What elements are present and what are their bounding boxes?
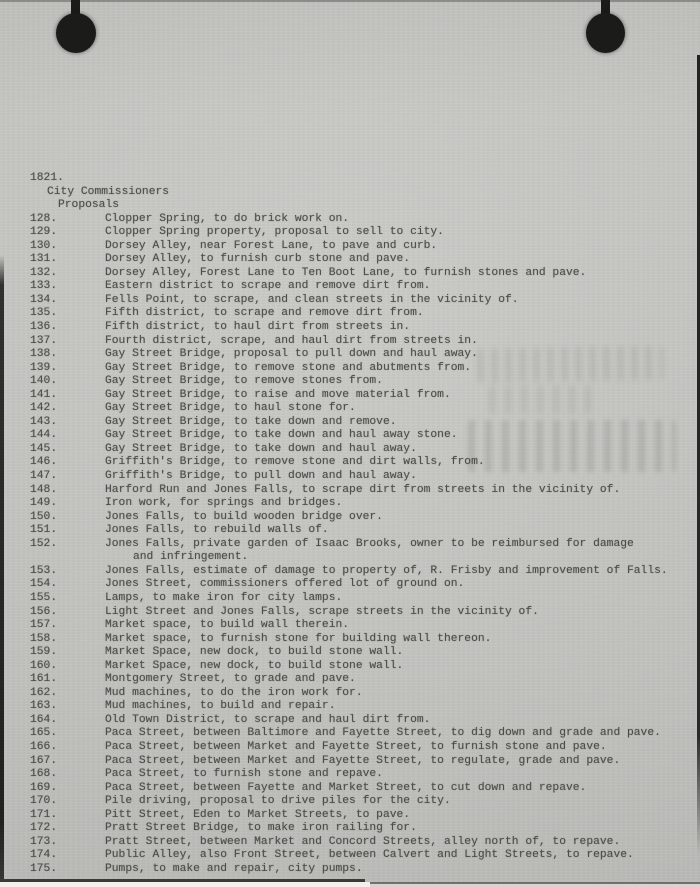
entry-number: 165. <box>30 727 58 740</box>
index-entry <box>0 240 700 254</box>
index-entry <box>0 782 700 796</box>
entry-text: Gay Street Bridge, to remove stones from. <box>105 375 383 388</box>
entry-number: 163. <box>30 700 58 713</box>
index-entry <box>0 768 700 782</box>
entry-number: 147. <box>30 470 58 483</box>
entry-number: 151. <box>30 524 58 537</box>
entry-number: 150. <box>30 510 58 523</box>
entry-text: and infringement. <box>133 551 249 564</box>
index-entry <box>0 267 700 281</box>
entry-number: 166. <box>30 740 58 753</box>
entry-text: Dorsey Alley, Forest Lane to Ten Boot Lane, to furnish stones and pave. <box>105 266 587 279</box>
entry-number: 139. <box>30 361 58 374</box>
entry-number: 149. <box>30 497 58 510</box>
entry-text: Mud machines, to build and repair. <box>105 700 336 713</box>
entry-text: Gay Street Bridge, to take down and haul away. <box>105 442 417 455</box>
entry-number: 155. <box>30 591 58 604</box>
subsection-heading: Proposals <box>58 199 120 212</box>
entry-number: 142. <box>30 402 58 415</box>
index-entry <box>0 849 700 863</box>
index-entry <box>0 646 700 660</box>
index-entry <box>0 511 700 525</box>
entry-number: 140. <box>30 375 58 388</box>
index-entry <box>0 389 700 403</box>
entry-text: Jones Street, commissioners offered lot of ground on. <box>105 578 465 591</box>
entry-text: Jones Falls, to build wooden bridge over. <box>105 510 383 523</box>
entry-number: 174. <box>30 849 58 862</box>
index-entry <box>0 226 700 240</box>
entry-text: Harford Run and Jones Falls, to scrape dirt from streets in the vicinity of. <box>105 483 621 496</box>
entry-text: Gay Street Bridge, to take down and haul away stone. <box>105 429 458 442</box>
index-entry <box>0 538 700 552</box>
entry-text: Pratt Street Bridge, to make iron railing for. <box>105 822 417 835</box>
index-entry <box>0 619 700 633</box>
entry-text: Pumps, to make and repair, city pumps. <box>105 862 363 875</box>
entry-number: 145. <box>30 442 58 455</box>
entry-number: 161. <box>30 673 58 686</box>
entry-text: Dorsey Alley, to furnish curb stone and pave. <box>105 253 411 266</box>
entry-text: Light Street and Jones Falls, scrape streets in the vicinity of. <box>105 605 539 618</box>
entry-text: Paca Street, between Market and Fayette Street, to furnish stone and pave. <box>105 740 607 753</box>
entry-number: 131. <box>30 253 58 266</box>
entry-number: 170. <box>30 795 58 808</box>
index-entry <box>0 592 700 606</box>
entry-text: Pratt Street, between Market and Concord Streets, alley north of, to repave. <box>105 835 621 848</box>
index-entry <box>0 565 700 579</box>
index-entry <box>0 755 700 769</box>
entries <box>0 213 700 877</box>
entry-text: Clopper Spring property, proposal to sell to city. <box>105 226 444 239</box>
typewritten-index <box>0 172 700 876</box>
entry-number: 154. <box>30 578 58 591</box>
scan-bottom-strip-left <box>0 882 370 887</box>
entry-text: Paca Street, to furnish stone and repave. <box>105 768 383 781</box>
entry-number: 141. <box>30 388 58 401</box>
binder-fastener-left <box>56 13 96 53</box>
entry-text: Gay Street Bridge, to remove stone and abutments from. <box>105 361 472 374</box>
index-entry <box>0 687 700 701</box>
entry-number: 173. <box>30 835 58 848</box>
entry-number: 143. <box>30 415 58 428</box>
entry-text: Clopper Spring, to do brick work on. <box>105 212 350 225</box>
entry-number: 175. <box>30 862 58 875</box>
entry-text: Mud machines, to do the iron work for. <box>105 686 363 699</box>
scan-top-edge <box>0 0 700 2</box>
entry-number: 159. <box>30 646 58 659</box>
entry-text: Iron work, for springs and bridges. <box>105 497 343 510</box>
entry-text: Jones Falls, to rebuild walls of. <box>105 524 329 537</box>
index-entry <box>0 633 700 647</box>
index-entry <box>0 863 700 877</box>
index-entry <box>0 660 700 674</box>
entry-text: Jones Falls, estimate of damage to property of, R. Frisby and improvement of Falls. <box>105 564 668 577</box>
entry-number: 135. <box>30 307 58 320</box>
entry-number: 160. <box>30 659 58 672</box>
entry-number: 144. <box>30 429 58 442</box>
entry-number: 132. <box>30 266 58 279</box>
entry-text: Fifth district, to scrape and remove dirt from. <box>105 307 424 320</box>
entry-number: 128. <box>30 212 58 225</box>
entry-text: Paca Street, between Baltimore and Fayette Street, to dig down and grade and pave. <box>105 727 661 740</box>
entry-number: 146. <box>30 456 58 469</box>
entry-text: Eastern district to scrape and remove dirt from. <box>105 280 431 293</box>
index-entry <box>0 294 700 308</box>
entry-text: Gay Street Bridge, to haul stone for. <box>105 402 356 415</box>
section-heading: City Commissioners <box>47 185 170 198</box>
entry-text: Fourth district, scrape, and haul dirt from streets in. <box>105 334 478 347</box>
entry-number: 156. <box>30 605 58 618</box>
index-entry <box>0 822 700 836</box>
entry-number: 130. <box>30 239 58 252</box>
entry-number: 164. <box>30 713 58 726</box>
index-entry <box>0 714 700 728</box>
entry-text: Paca Street, between Market and Fayette Street, to regulate, grade and pave. <box>105 754 621 767</box>
entry-text: Jones Falls, private garden of Isaac Brooks, owner to be reimbursed for damage <box>105 537 634 550</box>
index-entry <box>0 484 700 498</box>
year-heading: 1821. <box>30 172 64 184</box>
entry-text: Fells Point, to scrape, and clean streets in the vicinity of. <box>105 293 519 306</box>
index-entry <box>0 253 700 267</box>
entry-number: 153. <box>30 564 58 577</box>
entry-text: Gay Street Bridge, proposal to pull down and haul away. <box>105 348 478 361</box>
index-entry <box>0 741 700 755</box>
entry-number: 138. <box>30 348 58 361</box>
index-entry <box>0 836 700 850</box>
entry-number: 158. <box>30 632 58 645</box>
index-entry <box>0 673 700 687</box>
entry-number: 167. <box>30 754 58 767</box>
index-entry <box>0 416 700 430</box>
index-entry <box>0 307 700 321</box>
entry-number: 129. <box>30 226 58 239</box>
binder-fastener-right <box>586 13 625 53</box>
entry-number: 133. <box>30 280 58 293</box>
index-entry-continuation <box>0 551 700 565</box>
index-entry <box>0 606 700 620</box>
index-entry <box>0 497 700 511</box>
index-entry <box>0 213 700 227</box>
index-entry <box>0 727 700 741</box>
entry-text: Montgomery Street, to grade and pave. <box>105 673 356 686</box>
entry-number: 152. <box>30 537 58 550</box>
scan-left-edge <box>0 255 4 882</box>
entry-text: Paca Street, between Fayette and Market Street, to cut down and repave. <box>105 781 587 794</box>
entry-number: 134. <box>30 293 58 306</box>
entry-text: Public Alley, also Front Street, between Calvert and Light Streets, to repave. <box>105 849 634 862</box>
index-entry <box>0 280 700 294</box>
entry-text: Market space, to furnish stone for building wall thereon. <box>105 632 492 645</box>
index-entry <box>0 402 700 416</box>
entry-number: 169. <box>30 781 58 794</box>
entry-text: Griffith's Bridge, to pull down and haul away. <box>105 470 417 483</box>
entry-number: 162. <box>30 686 58 699</box>
entry-text: Gay Street Bridge, to take down and remove. <box>105 415 397 428</box>
entry-text: Dorsey Alley, near Forest Lane, to pave and curb. <box>105 239 438 252</box>
entry-text: Market Space, new dock, to build stone wall. <box>105 659 404 672</box>
entry-text: Griffith's Bridge, to remove stone and dirt walls, from. <box>105 456 485 469</box>
index-entry <box>0 362 700 376</box>
entry-number: 172. <box>30 822 58 835</box>
index-entry <box>0 524 700 538</box>
index-entry <box>0 321 700 335</box>
entry-number: 148. <box>30 483 58 496</box>
entry-text: Lamps, to make iron for city lamps. <box>105 591 343 604</box>
entry-text: Old Town District, to scrape and haul dirt from. <box>105 713 431 726</box>
index-entry <box>0 795 700 809</box>
entry-number: 171. <box>30 808 58 821</box>
index-entry <box>0 429 700 443</box>
entry-text: Market space, to build wall therein. <box>105 619 350 632</box>
entry-number: 137. <box>30 334 58 347</box>
index-entry <box>0 809 700 823</box>
index-entry <box>0 578 700 592</box>
index-entry <box>0 443 700 457</box>
index-entry <box>0 348 700 362</box>
entry-number: 136. <box>30 321 58 334</box>
entry-text: Pitt Street, Eden to Market Streets, to pave. <box>105 808 411 821</box>
entry-text: Market Space, new dock, to build stone wall. <box>105 646 404 659</box>
index-entry <box>0 456 700 470</box>
entry-number: 168. <box>30 768 58 781</box>
entry-number: 157. <box>30 619 58 632</box>
entry-text: Fifth district, to haul dirt from streets in. <box>105 321 411 334</box>
index-entry <box>0 335 700 349</box>
entry-text: Pile driving, proposal to drive piles for the city. <box>105 795 451 808</box>
index-entry <box>0 700 700 714</box>
index-entry <box>0 375 700 389</box>
index-entry <box>0 470 700 484</box>
entry-text: Gay Street Bridge, to raise and move material from. <box>105 388 451 401</box>
